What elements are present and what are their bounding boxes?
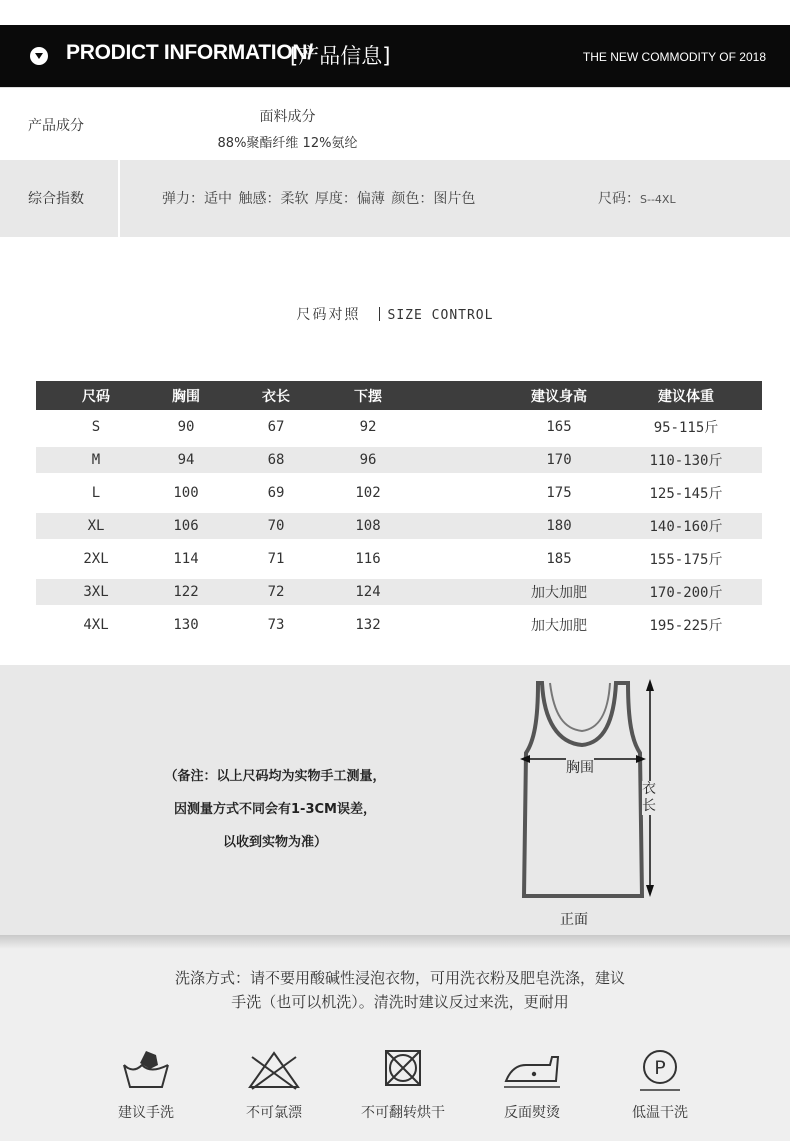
size-table xyxy=(36,381,762,641)
table-cell: 170-200斤 xyxy=(649,584,723,601)
table-cell: 90 xyxy=(177,418,195,435)
measure-note-line: 因测量方式不同会有1-3CM误差， xyxy=(174,802,376,817)
table-cell: 140-160斤 xyxy=(649,518,723,535)
table-cell: L xyxy=(91,484,101,501)
dry-clean-glyph: P xyxy=(654,1057,666,1079)
wash-text-line: 手洗（也可以机洗）。清洗时建议反过来洗，更耐用 xyxy=(231,993,569,1011)
no-bleach-icon xyxy=(244,1047,304,1093)
table-cell: 155-175斤 xyxy=(649,551,723,568)
table-cell: 3XL xyxy=(83,583,109,600)
table-cell: 185 xyxy=(546,550,572,567)
icon-label: 不可翻转烘干 xyxy=(361,1105,445,1121)
composition-label: 产品成分 xyxy=(28,118,84,134)
table-cell: 67 xyxy=(267,418,285,435)
measure-note-line: （备注：以上尺码均为实物手工测量， xyxy=(164,769,386,784)
table-cell: 69 xyxy=(267,484,285,501)
composition-row xyxy=(0,87,790,160)
table-cell: 106 xyxy=(173,517,199,534)
table-cell: 加大加肥 xyxy=(531,584,587,601)
section-title-cn: 尺码对照 xyxy=(296,307,361,323)
indices-row xyxy=(0,160,790,237)
table-cell: 94 xyxy=(177,451,195,468)
header-bar xyxy=(0,25,790,87)
front-label: 正面 xyxy=(560,912,588,928)
table-cell: 125-145斤 xyxy=(649,485,723,502)
table-row xyxy=(36,608,762,641)
table-cell: 132 xyxy=(355,616,381,633)
table-cell: 95-115斤 xyxy=(653,419,719,436)
table-cell: 73 xyxy=(267,616,285,633)
table-cell: 116 xyxy=(355,550,381,567)
icon-label: 不可氯漂 xyxy=(246,1105,302,1121)
table-row xyxy=(36,410,762,443)
no-tumble-dry-icon xyxy=(373,1047,433,1093)
table-cell: 96 xyxy=(359,451,377,468)
chest-label: 胸围 xyxy=(566,757,594,777)
table-cell: 100 xyxy=(173,484,199,501)
header-cell: 下摆 xyxy=(354,388,382,405)
table-cell: 92 xyxy=(359,418,377,435)
header-cell: 尺码 xyxy=(82,388,110,405)
table-cell: S xyxy=(91,418,101,435)
table-cell: 195-225斤 xyxy=(649,617,723,634)
table-cell: 71 xyxy=(267,550,285,567)
header-cell: 建议身高 xyxy=(531,388,587,405)
size-value: S--4XL xyxy=(640,193,676,206)
table-row xyxy=(36,443,762,476)
table-cell: 102 xyxy=(355,484,381,501)
header-title-cn: [产品信息] xyxy=(290,44,391,68)
icon-label: 低温干洗 xyxy=(632,1105,688,1121)
table-cell: 108 xyxy=(355,517,381,534)
indices-size xyxy=(598,188,676,208)
table-cell: 170 xyxy=(546,451,572,468)
table-row xyxy=(36,575,762,608)
hand-wash-icon xyxy=(116,1047,176,1093)
header-title: PRODICT INFORMATION/ xyxy=(66,41,313,64)
header-cell: 建议体重 xyxy=(658,388,714,405)
table-cell: 4XL xyxy=(83,616,109,633)
icon-label: 反面熨烫 xyxy=(504,1105,560,1121)
table-row xyxy=(36,476,762,509)
divider xyxy=(118,160,120,237)
low-temp-dry-clean-icon xyxy=(630,1047,690,1093)
table-cell: 124 xyxy=(355,583,381,600)
table-cell: 165 xyxy=(546,418,572,435)
header-tagline: THE NEW COMMODITY OF 2018 xyxy=(582,50,766,64)
table-header xyxy=(36,381,762,410)
table-cell: 175 xyxy=(546,484,572,501)
measure-note-line: 以收到实物为准） xyxy=(222,835,327,850)
composition-heading: 面料成分 xyxy=(259,109,316,125)
table-cell: 加大加肥 xyxy=(531,617,587,634)
header-cell: 衣长 xyxy=(262,388,290,405)
icon-label: 建议手洗 xyxy=(118,1105,174,1121)
header-cell: 胸围 xyxy=(172,388,200,405)
divider xyxy=(0,935,790,949)
table-cell: 180 xyxy=(546,517,572,534)
table-cell: 130 xyxy=(173,616,199,633)
section-title xyxy=(0,304,790,324)
table-row xyxy=(36,542,762,575)
table-cell: XL xyxy=(87,517,105,534)
table-cell: 122 xyxy=(173,583,199,600)
indices-props: 弹力：适中 触感：柔软 厚度：偏薄 颜色：图片色 xyxy=(162,191,476,207)
table-row xyxy=(36,509,762,542)
table-cell: 68 xyxy=(267,451,285,468)
section-title-en: SIZE CONTROL xyxy=(387,308,494,323)
iron-reverse-icon xyxy=(502,1047,562,1093)
table-cell: 72 xyxy=(267,583,285,600)
wash-section xyxy=(0,949,790,1141)
composition-value: 88%聚酯纤维 12%氨纶 xyxy=(217,136,358,151)
table-cell: 110-130斤 xyxy=(649,452,723,469)
divider xyxy=(379,307,380,321)
length-label: 衣长 xyxy=(642,781,656,814)
chevron-down-icon xyxy=(30,47,48,65)
indices-label: 综合指数 xyxy=(28,191,84,207)
table-cell: 114 xyxy=(173,550,199,567)
table-cell: 2XL xyxy=(83,550,109,567)
table-cell: M xyxy=(91,451,101,468)
measurement-panel xyxy=(0,665,790,935)
table-cell: 70 xyxy=(267,517,285,534)
size-label: 尺码： xyxy=(598,191,640,207)
wash-text-line: 洗涤方式：请不要用酸碱性浸泡衣物，可用洗衣粉及肥皂洗涤，建议 xyxy=(174,969,625,987)
